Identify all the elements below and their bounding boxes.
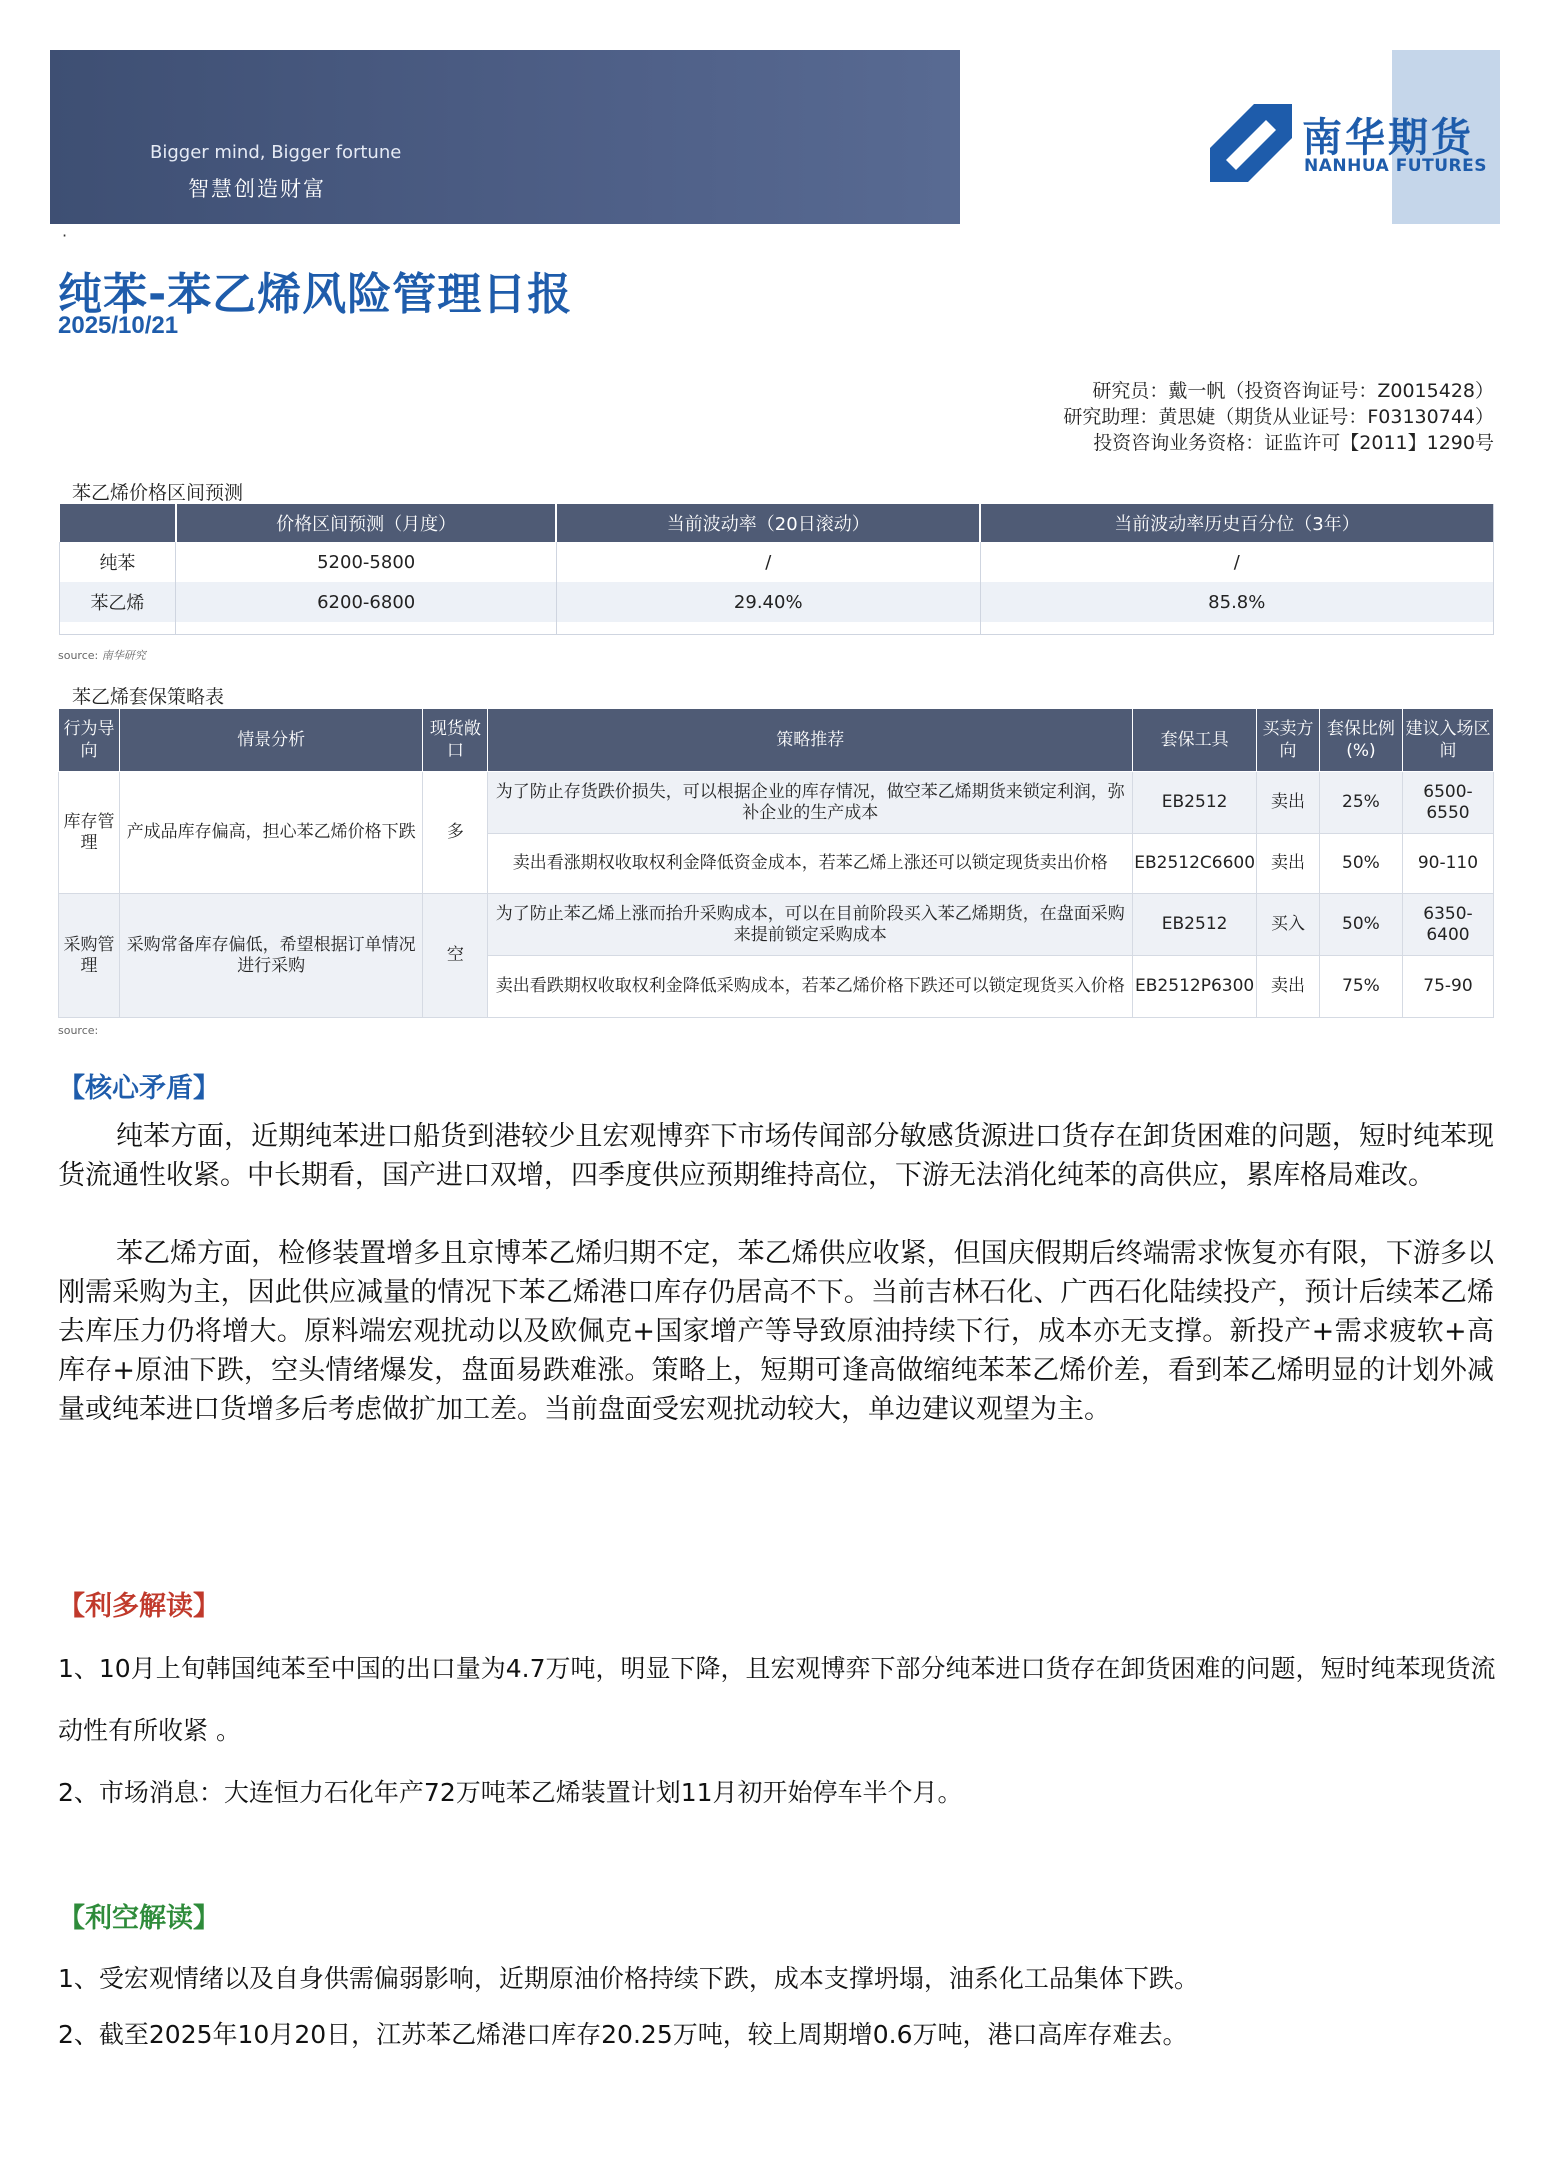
table1-source bbox=[58, 647, 146, 663]
slogan-chinese: 智慧创造财富 bbox=[188, 177, 326, 201]
table-row bbox=[59, 894, 1494, 956]
bullet-dot: · bbox=[62, 226, 68, 245]
slogan-english: Bigger mind, Bigger fortune bbox=[150, 142, 402, 163]
range-cell: 90-110 bbox=[1402, 834, 1493, 894]
range-cell: 75-90 bbox=[1402, 956, 1493, 1018]
header-cell: 当前波动率（20日滚动） bbox=[556, 504, 980, 542]
license-line: 投资咨询业务资格：证监许可【2011】1290号 bbox=[1093, 432, 1494, 454]
bullish-item: 1、10月上旬韩国纯苯至中国的出口量为4.7万吨，明显下降，且宏观博弈下部分纯苯进口货存在卸货困难的问题，短时纯苯现货流动性有所收紧 。 bbox=[58, 1654, 1496, 1745]
behavior-cell: 采购管理 bbox=[59, 894, 120, 1018]
bearish-item: 1、受宏观情绪以及自身供需偏弱影响，近期原油价格持续下跌，成本支撑坍塌，油系化工品集体下跌。 bbox=[58, 1964, 1199, 1993]
company-logo[interactable] bbox=[1210, 104, 1500, 184]
direction-cell: 买入 bbox=[1257, 894, 1320, 956]
price-range-table bbox=[58, 504, 1494, 635]
exposure-cell: 多 bbox=[423, 772, 488, 894]
table-row bbox=[59, 582, 1494, 622]
hedge-strategy-table bbox=[58, 708, 1494, 1018]
bullish-item: 2、市场消息：大连恒力石化年产72万吨苯乙烯装置计划11月初开始停车半个月。 bbox=[58, 1778, 963, 1807]
bullish-heading: 【利多解读】 bbox=[58, 1591, 220, 1622]
header-cell: 建议入场区间 bbox=[1402, 709, 1493, 772]
table-header-row bbox=[59, 709, 1494, 772]
direction-cell: 卖出 bbox=[1257, 772, 1320, 834]
report-title: 纯苯-苯乙烯风险管理日报 bbox=[58, 269, 573, 320]
tool-cell: EB2512C6600 bbox=[1133, 834, 1257, 894]
ratio-cell: 50% bbox=[1319, 834, 1402, 894]
researcher-line: 研究员：戴一帆（投资咨询证号：Z0015428） bbox=[1092, 380, 1494, 402]
nanhua-logo-icon bbox=[1210, 104, 1292, 182]
strategy-cell: 卖出看涨期权收取权利金降低资金成本，若苯乙烯上涨还可以锁定现货卖出价格 bbox=[488, 834, 1133, 894]
table-cell: 苯乙烯 bbox=[59, 582, 176, 622]
header-cell: 行为导向 bbox=[59, 709, 120, 772]
range-cell: 6500-6550 bbox=[1402, 772, 1493, 834]
header-cell: 情景分析 bbox=[119, 709, 422, 772]
ratio-cell: 50% bbox=[1319, 894, 1402, 956]
behavior-cell: 库存管理 bbox=[59, 772, 120, 894]
logo-text-chinese: 南华期货 bbox=[1302, 115, 1474, 161]
core-heading: 【核心矛盾】 bbox=[58, 1073, 220, 1104]
header-cell: 套保比例(%) bbox=[1319, 709, 1402, 772]
table2-caption: 苯乙烯套保策略表 bbox=[72, 686, 225, 708]
source-value: 南华研究 bbox=[101, 649, 146, 662]
range-cell: 6350-6400 bbox=[1402, 894, 1493, 956]
table-cell: 29.40% bbox=[556, 582, 980, 622]
tool-cell: EB2512 bbox=[1133, 894, 1257, 956]
header-cell: 当前波动率历史百分位（3年） bbox=[980, 504, 1493, 542]
header-cell bbox=[59, 504, 176, 542]
table-cell: / bbox=[556, 542, 980, 582]
scenario-cell: 产成品库存偏高，担心苯乙烯价格下跌 bbox=[119, 772, 422, 894]
header-banner bbox=[50, 50, 1500, 224]
table-header-row bbox=[59, 504, 1494, 542]
header-cell: 套保工具 bbox=[1133, 709, 1257, 772]
tool-cell: EB2512 bbox=[1133, 772, 1257, 834]
table-row bbox=[59, 542, 1494, 582]
table-cell: 纯苯 bbox=[59, 542, 176, 582]
bearish-heading: 【利空解读】 bbox=[58, 1903, 220, 1934]
strategy-cell: 为了防止苯乙烯上涨而抬升采购成本，可以在目前阶段买入苯乙烯期货，在盘面采购来提前锁定采购成本 bbox=[488, 894, 1133, 956]
spacer-cell bbox=[176, 622, 557, 635]
assistant-line: 研究助理：黄思婕（期货从业证号：F03130744） bbox=[1063, 406, 1494, 428]
header-cell: 策略推荐 bbox=[488, 709, 1133, 772]
table-row bbox=[59, 772, 1494, 834]
strategy-cell: 为了防止存货跌价损失，可以根据企业的库存情况，做空苯乙烯期货来锁定利润，弥补企业的生产成本 bbox=[488, 772, 1133, 834]
researcher-info bbox=[1063, 378, 1494, 456]
table-spacer-row bbox=[59, 622, 1494, 635]
core-paragraph-styrene: 苯乙烯方面，检修装置增多且京博苯乙烯归期不定，苯乙烯供应收紧，但国庆假期后终端需求恢复亦有限，下游多以刚需采购为主，因此供应减量的情况下苯乙烯港口库存仍居高不下。当前吉林石化、广西石化陆续投产，预计后续苯乙烯去库压力仍将增大。原料端宏观扰动以及欧佩克+国家增产等导致原油持续下行，成本亦无支撑。新投产+需求疲软+高库存+原油下跌，空头情绪爆发，盘面易跌难涨。策略上，短期可逢高做缩纯苯苯乙烯价差，看到苯乙烯明显的计划外减量或纯苯进口货增多后考虑做扩加工差。当前盘面受宏观扰动较大，单边建议观望为主。 bbox=[58, 1238, 1494, 1425]
scenario-cell: 采购常备库存偏低，希望根据订单情况进行采购 bbox=[119, 894, 422, 1018]
exposure-cell: 空 bbox=[423, 894, 488, 1018]
strategy-cell: 卖出看跌期权收取权利金降低采购成本，若苯乙烯价格下跌还可以锁定现货买入价格 bbox=[488, 956, 1133, 1018]
header-cell: 买卖方向 bbox=[1257, 709, 1320, 772]
source-label: source: bbox=[58, 649, 99, 662]
report-date: 2025/10/21 bbox=[58, 312, 179, 339]
table-cell: 5200-5800 bbox=[176, 542, 557, 582]
tool-cell: EB2512P6300 bbox=[1133, 956, 1257, 1018]
spacer-cell bbox=[59, 622, 176, 635]
table-cell: 85.8% bbox=[980, 582, 1493, 622]
logo-text-english: NANHUA FUTURES bbox=[1304, 156, 1487, 176]
direction-cell: 卖出 bbox=[1257, 834, 1320, 894]
table-cell: 6200-6800 bbox=[176, 582, 557, 622]
ratio-cell: 75% bbox=[1319, 956, 1402, 1018]
table2-source: source: bbox=[58, 1024, 99, 1037]
spacer-cell bbox=[980, 622, 1493, 635]
spacer-cell bbox=[556, 622, 980, 635]
header-cell: 价格区间预测（月度） bbox=[176, 504, 557, 542]
ratio-cell: 25% bbox=[1319, 772, 1402, 834]
table-cell: / bbox=[980, 542, 1493, 582]
table1-caption: 苯乙烯价格区间预测 bbox=[72, 482, 244, 504]
header-cell: 现货敞口 bbox=[423, 709, 488, 772]
bearish-item: 2、截至2025年10月20日，江苏苯乙烯港口库存20.25万吨，较上周期增0.6万吨，港口高库存难去。 bbox=[58, 2020, 1188, 2049]
core-paragraph-benzene: 纯苯方面，近期纯苯进口船货到港较少且宏观博弈下市场传闻部分敏感货源进口货存在卸货困难的问题，短时纯苯现货流通性收紧。中长期看，国产进口双增，四季度供应预期维持高位，下游无法消化纯苯的高供应，累库格局难改。 bbox=[58, 1121, 1494, 1191]
direction-cell: 卖出 bbox=[1257, 956, 1320, 1018]
